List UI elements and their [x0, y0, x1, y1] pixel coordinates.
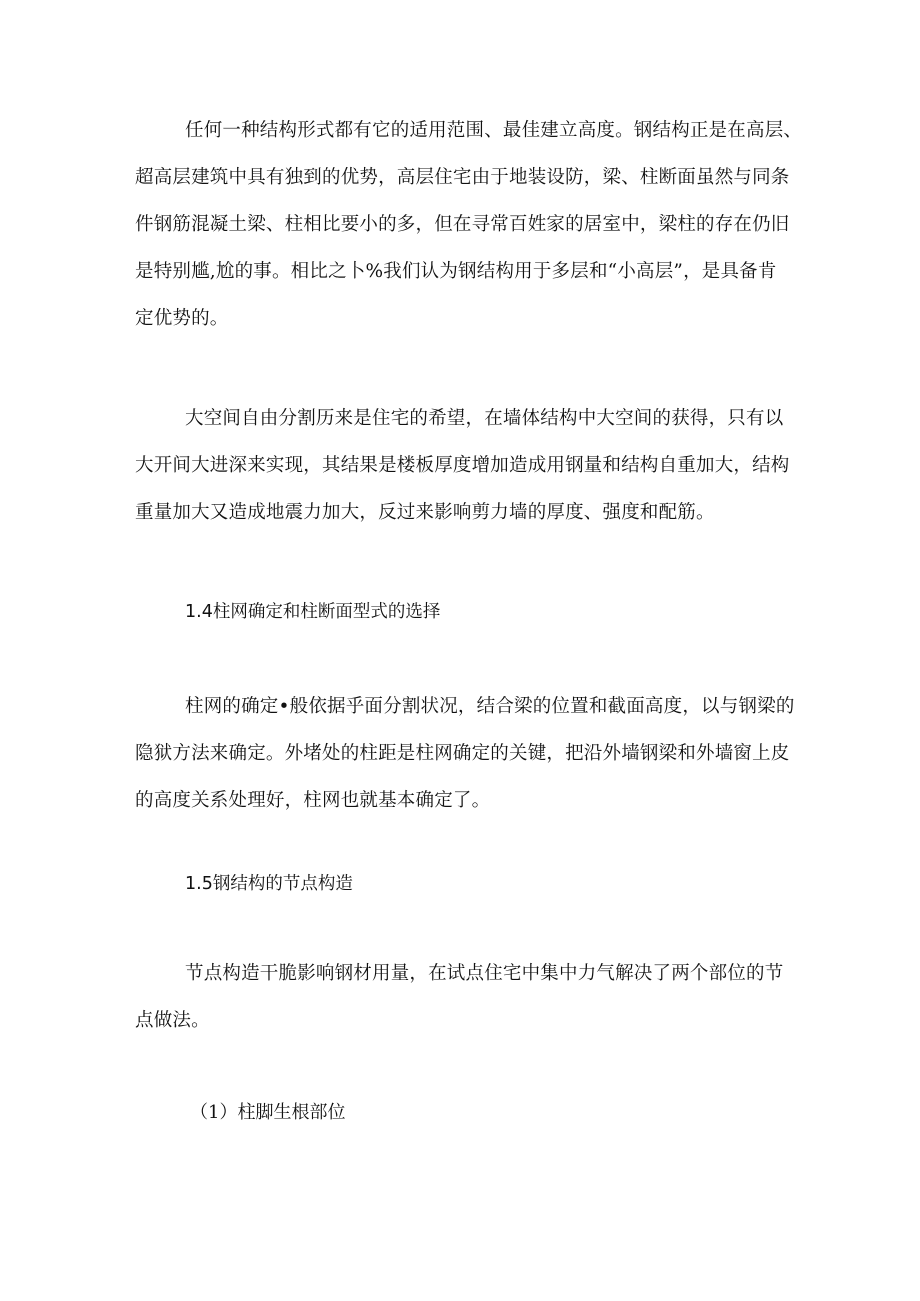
list-item-column-base: （1）柱脚生根部位	[190, 1102, 346, 1123]
text-line: 是特别尴,尬的事。相比之卜%我们认为钢结构用于多层和“小高层”，是具备肯	[135, 261, 777, 282]
text-line: 节点构造干脆影响钢材用量，在试点住宅中集中力气解决了两个部位的节	[185, 963, 784, 984]
text-line: 的高度关系处理好，柱网也就基本确定了。	[135, 790, 491, 811]
text-line: 任何一种结构形式都有它的适用范围、最佳建立高度。钢结构正是在高层、	[185, 120, 803, 141]
section-heading-1-4: 1.4柱网确定和柱断面型式的选择	[185, 602, 441, 622]
paragraph-applicability	[135, 107, 803, 342]
paragraph-large-space	[135, 395, 795, 536]
text-line: 点做法。	[135, 1010, 210, 1031]
paragraph-node-construction	[135, 950, 795, 1044]
text-line: 重量加大又造成地震力加大，反过来影响剪力墙的厚度、强度和配筋。	[135, 502, 715, 523]
text-line: 大空间自由分割历来是住宅的希望，在墙体结构中大空间的获得，只有以	[185, 408, 784, 429]
paragraph-column-grid	[135, 683, 795, 824]
text-line: 隐狱方法来确定。外堵处的柱距是柱网确定的关键，把沿外墙钢梁和外墙窗上皮	[135, 743, 790, 764]
text-line: 大开间大进深来实现，其结果是楼板厚度增加造成用钢量和结构自重加大，结构	[135, 455, 790, 476]
text-line: 超高层建筑中具有独到的优势，高层住宅由于地装设防，梁、柱断面虽然与同条	[135, 167, 790, 188]
text-line: 定优势的。	[135, 308, 229, 329]
text-line: 件钢筋混凝土梁、柱相比要小的多，但在寻常百姓家的居室中，梁柱的存在仍旧	[135, 214, 790, 235]
section-heading-1-5: 1.5钢结构的节点构造	[185, 874, 353, 894]
text-line: 柱网的确定•般依据乎面分割状况，结合梁的位置和截面高度，以与钢梁的	[185, 696, 795, 717]
